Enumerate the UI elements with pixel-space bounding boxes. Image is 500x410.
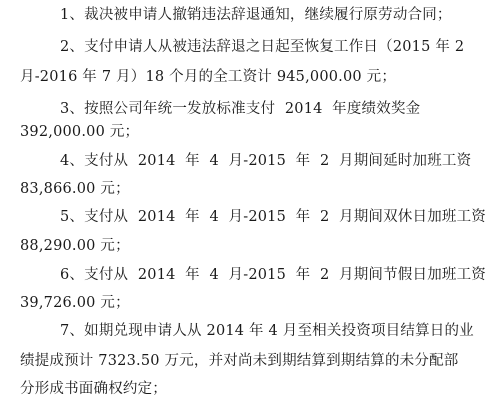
item-7-line-2: 绩提成预计 7323.50 万元，并对尚未到期结算到期结算的未分配部 [20, 353, 459, 369]
item-3-line-2: 392,000.00 元； [20, 124, 140, 140]
item-4-line-2: 83,866.00 元； [20, 181, 130, 197]
item-3-line-1: 3、按照公司年统一发放标准支付 2014 年度绩效奖金 [60, 101, 421, 117]
item-2-line-2: 月-2016 年 7 月）18 个月的全工资计 945,000.00 元； [20, 69, 397, 85]
item-7-line-1: 7、如期兑现申请人从 2014 年 4 月至相关投资项目结算日的业 [60, 323, 474, 339]
item-6-line-2: 39,726.00 元； [20, 295, 130, 311]
item-7-line-3: 分形成书面确权约定； [20, 381, 167, 397]
item-4-line-1: 4、支付从 2014 年 4 月-2015 年 2 月期间延时加班工资 [60, 153, 472, 169]
item-2-line-1: 2、支付申请人从被违法辞退之日起至恢复工作日（2015 年 2 [60, 39, 465, 55]
item-5-line-2: 88,290.00 元； [20, 238, 130, 254]
item-1-line-1: 1、裁决被申请人撤销违法辞退通知，继续履行原劳动合同； [60, 7, 452, 23]
item-5-line-1: 5、支付从 2014 年 4 月-2015 年 2 月期间双休日加班工资 [60, 209, 487, 225]
item-6-line-1: 6、支付从 2014 年 4 月-2015 年 2 月期间节假日加班工资 [60, 267, 487, 283]
